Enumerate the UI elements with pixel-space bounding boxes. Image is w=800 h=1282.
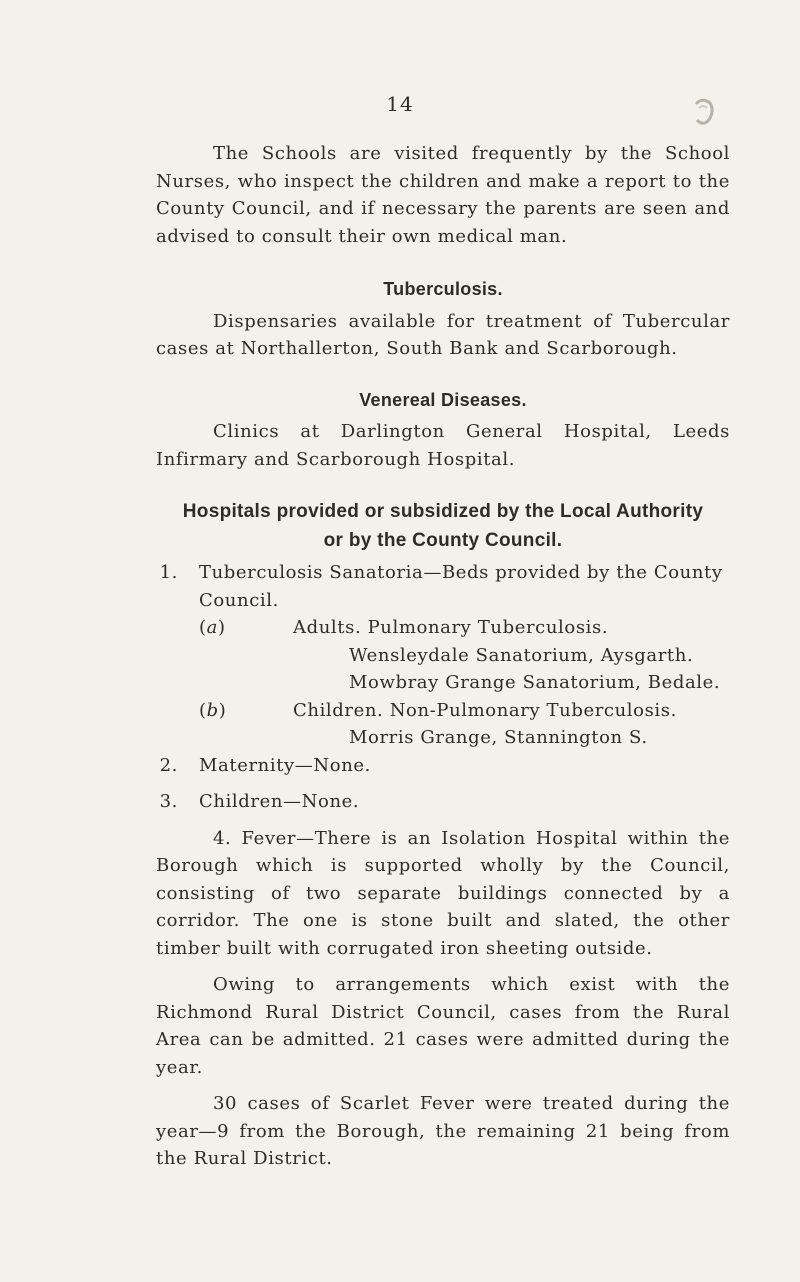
list-item-text: Maternity—None.	[199, 754, 371, 776]
list-item-text: Tuberculosis Sanatoria—Beds provided by the County Council.	[199, 562, 723, 611]
list-item-number: 2.	[159, 754, 178, 776]
owing-paragraph: Owing to arrangements which exist with the Richmond Rural District Council, cases from the Rural Area can be admitted. 21 cases were admitted during the year.	[156, 974, 730, 1078]
venereal-paragraph: Clinics at Darlington General Hospital, Leeds Infirmary and Scarborough Hospital.	[156, 421, 730, 470]
list-item-text: Children—None.	[199, 791, 360, 812]
sub-item-label: (a)	[199, 617, 226, 638]
sub-item-a	[156, 614, 730, 697]
sub-item-b	[156, 697, 730, 752]
sub-item-line: Adults. Pulmonary Tuberculosis.	[293, 617, 609, 638]
intro-paragraph: The Schools are visited frequently by the School Nurses, who inspect the children and make a report to the County Council, and if necessary the parents are seen and advised to consult their own medical man.	[156, 143, 730, 247]
list-item	[156, 788, 730, 816]
list-item-number: 1.	[159, 562, 178, 583]
list-item-number: 3.	[159, 791, 178, 812]
hospitals-heading	[156, 497, 730, 555]
list-item	[156, 752, 730, 780]
page-content	[156, 140, 730, 1173]
list-item	[156, 559, 730, 614]
tuberculosis-heading: Tuberculosis.	[383, 279, 503, 299]
hospitals-heading-line-2: or by the County Council.	[323, 530, 563, 551]
page-mark-icon	[690, 98, 714, 126]
sub-item-label: (b)	[199, 699, 227, 721]
fever-paragraph: 4. Fever—There is an Isolation Hospital within the Borough which is supported wholly by the Council, consisting of two separate buildings connected by a corridor. The one is stone built and slated, the other timber built with corrugated iron sheeting outside.	[156, 827, 730, 959]
sub-item-line: Wensleydale Sanatorium, Aysgarth.	[349, 644, 694, 666]
page-number: 14	[386, 92, 414, 116]
scarlet-fever-paragraph: 30 cases of Scarlet Fever were treated during the year—9 from the Borough, the remaining 21 being from the Rural District.	[156, 1093, 730, 1169]
sub-item-line: Mowbray Grange Sanatorium, Bedale.	[349, 672, 721, 693]
hospitals-heading-line-1: Hospitals provided or subsidized by the Local Authority	[182, 501, 704, 522]
venereal-heading: Venereal Diseases.	[359, 389, 527, 410]
sub-item-line: Morris Grange, Stannington S.	[349, 727, 648, 748]
sub-item-line: Children. Non-Pulmonary Tuberculosis.	[293, 699, 677, 721]
tuberculosis-paragraph: Dispensaries available for treatment of Tubercular cases at Northallerton, South Bank and Scarborough.	[156, 310, 730, 359]
